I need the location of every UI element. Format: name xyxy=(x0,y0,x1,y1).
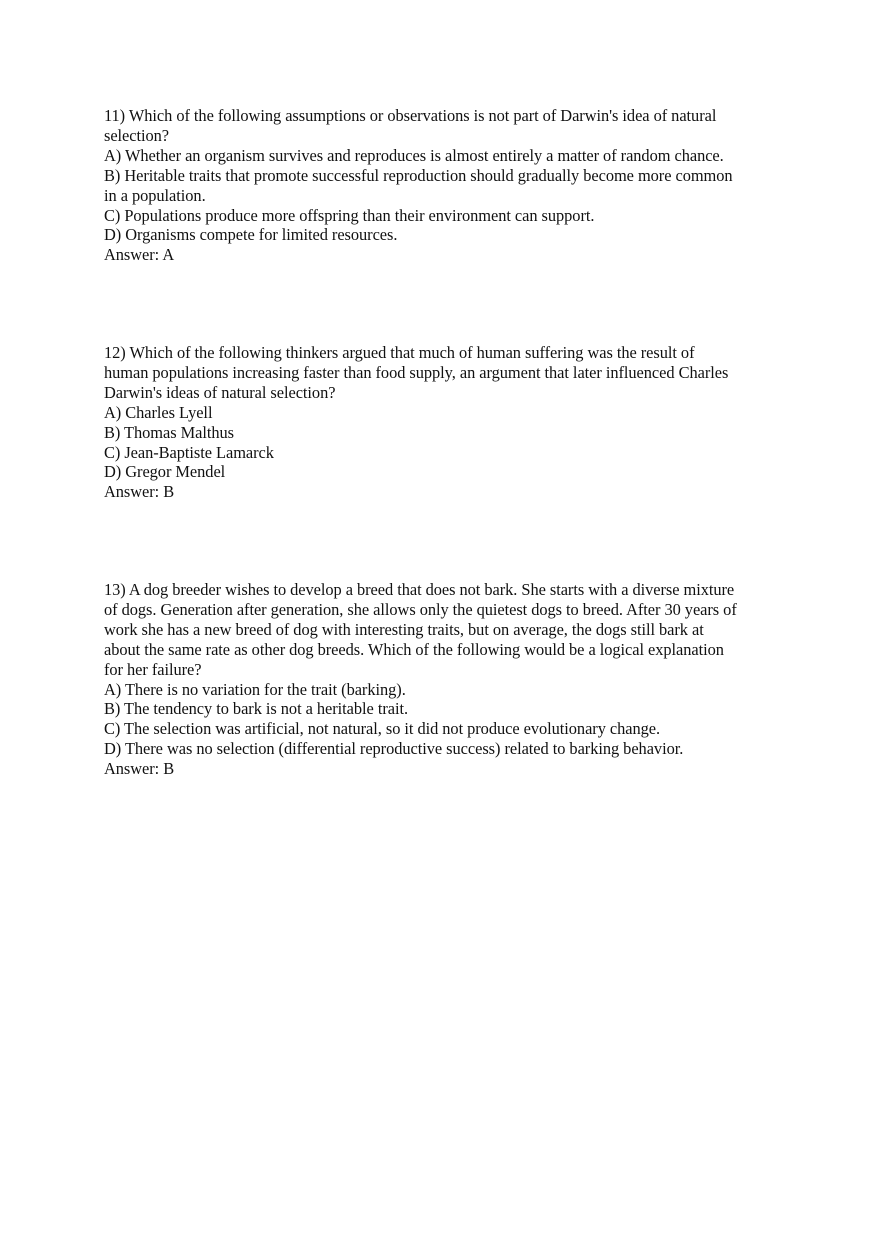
option-line: C) Jean-Baptiste Lamarck xyxy=(104,442,274,462)
answer-option-a xyxy=(104,403,794,423)
stem-line: work she has a new breed of dog with interesting traits, but on average, the dogs still bark at xyxy=(104,619,704,639)
stem-line: about the same rate as other dog breeds. Which of the following would be a logical explanation xyxy=(104,639,724,659)
answer-option-c xyxy=(104,206,794,226)
answer-option-a xyxy=(104,680,794,700)
answer-option-b xyxy=(104,423,794,443)
question-13 xyxy=(104,580,794,779)
option-line: A) Charles Lyell xyxy=(104,402,213,422)
option-line: D) Gregor Mendel xyxy=(104,462,226,482)
answer-option-d xyxy=(104,462,794,482)
answer-option-a xyxy=(104,146,794,166)
stem-line: of dogs. Generation after generation, she allows only the quietest dogs to breed. After 30 years of xyxy=(104,599,737,619)
option-line: in a population. xyxy=(104,185,206,205)
question-stem xyxy=(104,580,794,680)
stem-line: human populations increasing faster than food supply, an argument that later influenced Charles xyxy=(104,362,729,382)
stem-line: Darwin's ideas of natural selection? xyxy=(104,382,336,402)
question-stem xyxy=(104,106,794,146)
answer-key: Answer: B xyxy=(104,759,175,779)
option-line: A) Whether an organism survives and reproduces is almost entirely a matter of random chance. xyxy=(104,145,724,165)
option-line: C) The selection was artificial, not natural, so it did not produce evolutionary change. xyxy=(104,719,661,739)
option-line: B) Heritable traits that promote successful reproduction should gradually become more common xyxy=(104,165,733,185)
answer-option-b xyxy=(104,699,794,719)
stem-line: 11) Which of the following assumptions or observations is not part of Darwin's idea of natural xyxy=(104,106,717,125)
answer-option-c xyxy=(104,719,794,739)
stem-line: 13) A dog breeder wishes to develop a breed that does not bark. She starts with a diverse mixture xyxy=(104,580,735,599)
answer-option-b xyxy=(104,166,794,206)
answer-option-d xyxy=(104,225,794,245)
option-line: D) Organisms compete for limited resources. xyxy=(104,225,398,245)
option-line: B) The tendency to bark is not a heritable trait. xyxy=(104,699,409,719)
option-line: A) There is no variation for the trait (barking). xyxy=(104,679,406,699)
answer-option-d xyxy=(104,739,794,759)
question-11 xyxy=(104,106,794,265)
answer-option-c xyxy=(104,443,794,463)
question-12 xyxy=(104,343,794,502)
option-line: D) There was no selection (differential reproductive success) related to barking behavior. xyxy=(104,739,684,759)
option-line: C) Populations produce more offspring than their environment can support. xyxy=(104,205,595,225)
question-stem xyxy=(104,343,794,403)
stem-line: selection? xyxy=(104,125,170,145)
answer-key: Answer: A xyxy=(104,245,175,265)
stem-line: 12) Which of the following thinkers argued that much of human suffering was the result of xyxy=(104,343,695,362)
option-line: B) Thomas Malthus xyxy=(104,422,234,442)
answer-key: Answer: B xyxy=(104,482,175,502)
stem-line: for her failure? xyxy=(104,659,202,679)
